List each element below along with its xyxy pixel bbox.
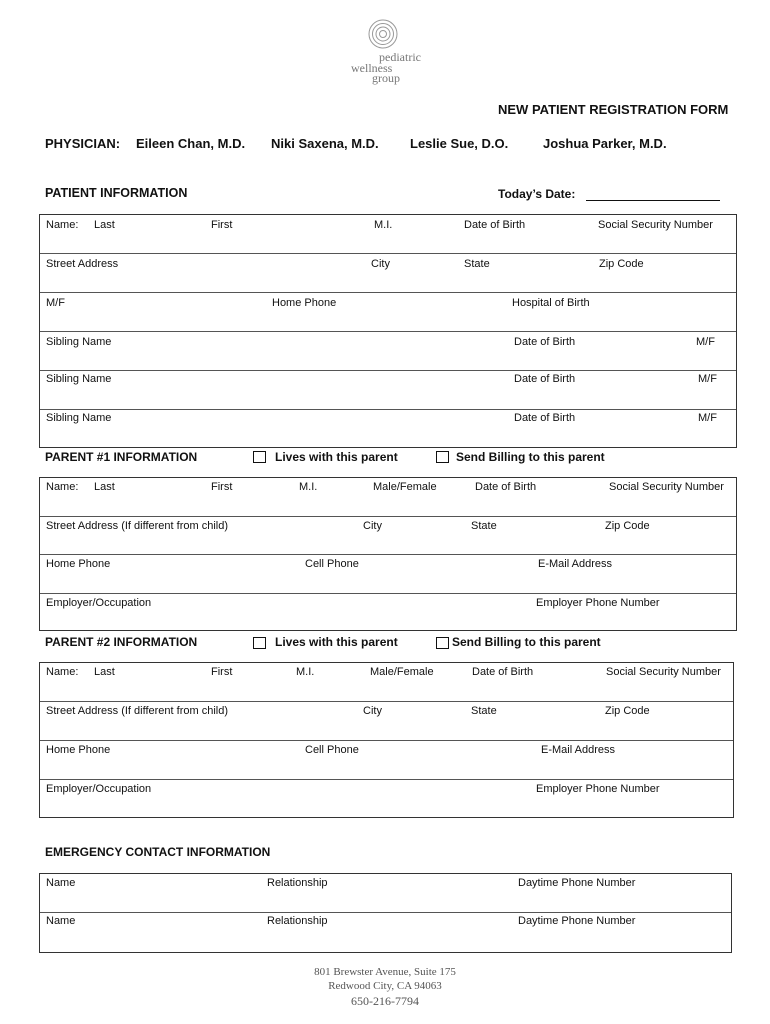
sex-label: Male/Female	[373, 481, 437, 493]
logo-line-1: pediatric	[379, 50, 421, 64]
parent1-employer-row[interactable]	[40, 594, 736, 630]
employer-label: Employer/Occupation	[46, 597, 152, 609]
practice-logo	[345, 16, 455, 92]
patient-details-row[interactable]	[40, 293, 736, 332]
city-label: City	[363, 705, 382, 717]
middle-initial-label: M.I.	[299, 481, 318, 493]
logo-line-3: group	[372, 71, 400, 85]
parent1-lives-with-checkbox[interactable]	[253, 451, 266, 463]
footer-phone: 650-216-7794	[351, 994, 419, 1008]
name-label: Name:	[46, 666, 79, 678]
parent1-name-row[interactable]	[40, 478, 736, 517]
last-name-label: Last	[94, 481, 115, 493]
street-address-label: Street Address	[46, 258, 119, 270]
street-address-label: Street Address (If different from child)	[46, 705, 228, 717]
employer-phone-label: Employer Phone Number	[536, 783, 660, 795]
sibling-dob-label: Date of Birth	[514, 336, 576, 348]
logo-line-2: wellness	[351, 60, 393, 75]
zip-code-label: Zip Code	[605, 520, 650, 532]
contact-name-label: Name	[46, 877, 76, 889]
ssn-label: Social Security Number	[598, 219, 713, 231]
sibling-dob-label: Date of Birth	[514, 373, 576, 385]
todays-date-field[interactable]	[586, 200, 720, 201]
first-name-label: First	[211, 666, 233, 678]
emergency-contact-row[interactable]	[40, 874, 731, 913]
footer-address-line-2: Redwood City, CA 94063	[328, 980, 442, 992]
parent2-send-billing-label: Send Billing to this parent	[452, 635, 601, 649]
contact-name-label: Name	[46, 915, 76, 927]
middle-initial-label: M.I.	[296, 666, 315, 678]
emergency-contact-heading: EMERGENCY CONTACT INFORMATION	[45, 845, 271, 859]
daytime-phone-label: Daytime Phone Number	[518, 915, 636, 927]
physician-option-parker[interactable]: Joshua Parker, M.D.	[543, 136, 667, 151]
sibling-sex-label: M/F	[698, 373, 717, 385]
emergency-contact-row[interactable]	[40, 913, 731, 952]
first-name-label: First	[211, 481, 233, 493]
name-label: Name:	[46, 219, 79, 231]
state-label: State	[464, 258, 490, 270]
parent1-address-row[interactable]	[40, 517, 736, 555]
logo-wordmark	[345, 52, 445, 84]
spiral-logo-icon	[367, 18, 399, 50]
footer-address-line-1: 801 Brewster Avenue, Suite 175	[314, 966, 456, 978]
parent2-employer-row[interactable]	[40, 780, 733, 817]
sibling-name-label: Sibling Name	[46, 412, 112, 424]
physician-option-sue[interactable]: Leslie Sue, D.O.	[410, 136, 509, 151]
city-label: City	[363, 520, 382, 532]
sibling-name-label: Sibling Name	[46, 373, 112, 385]
sibling-row[interactable]	[40, 410, 736, 447]
cell-phone-label: Cell Phone	[305, 558, 359, 570]
todays-date-label: Today’s Date:	[498, 187, 576, 201]
physician-option-chan[interactable]: Eileen Chan, M.D.	[136, 136, 246, 151]
home-phone-label: Home Phone	[46, 744, 111, 756]
last-name-label: Last	[94, 219, 115, 231]
sibling-row[interactable]	[40, 371, 736, 410]
emergency-contact-box	[39, 873, 732, 953]
parent1-send-billing-checkbox[interactable]	[436, 451, 449, 463]
employer-label: Employer/Occupation	[46, 783, 152, 795]
email-label: E-Mail Address	[541, 744, 615, 756]
sibling-name-label: Sibling Name	[46, 336, 112, 348]
patient-address-row[interactable]	[40, 254, 736, 293]
parent2-info-box	[39, 662, 734, 818]
sibling-dob-label: Date of Birth	[514, 412, 576, 424]
parent1-send-billing-label: Send Billing to this parent	[456, 450, 605, 464]
zip-code-label: Zip Code	[605, 705, 650, 717]
parent1-heading: PARENT #1 INFORMATION	[45, 450, 198, 464]
date-of-birth-label: Date of Birth	[472, 666, 534, 678]
email-label: E-Mail Address	[538, 558, 612, 570]
street-address-label: Street Address (If different from child)	[46, 520, 228, 532]
physician-option-saxena[interactable]: Niki Saxena, M.D.	[271, 136, 379, 151]
parent2-phone-row[interactable]	[40, 741, 733, 780]
first-name-label: First	[211, 219, 233, 231]
home-phone-label: Home Phone	[46, 558, 111, 570]
employer-phone-label: Employer Phone Number	[536, 597, 660, 609]
parent1-info-box	[39, 477, 737, 631]
sibling-sex-label: M/F	[696, 336, 715, 348]
patient-info-box	[39, 214, 737, 448]
parent1-lives-with-label: Lives with this parent	[275, 450, 398, 464]
sex-label: M/F	[46, 297, 65, 309]
parent2-heading: PARENT #2 INFORMATION	[45, 635, 198, 649]
sex-label: Male/Female	[370, 666, 434, 678]
form-title: NEW PATIENT REGISTRATION FORM	[498, 102, 729, 117]
physician-label: PHYSICIAN:	[45, 136, 121, 151]
middle-initial-label: M.I.	[374, 219, 393, 231]
patient-name-row[interactable]	[40, 215, 736, 254]
parent2-send-billing-checkbox[interactable]	[436, 637, 449, 649]
zip-code-label: Zip Code	[599, 258, 644, 270]
patient-info-heading: PATIENT INFORMATION	[45, 186, 188, 200]
parent2-lives-with-label: Lives with this parent	[275, 635, 398, 649]
relationship-label: Relationship	[267, 877, 328, 889]
hospital-of-birth-label: Hospital of Birth	[512, 297, 590, 309]
parent2-address-row[interactable]	[40, 702, 733, 741]
state-label: State	[471, 705, 497, 717]
date-of-birth-label: Date of Birth	[475, 481, 537, 493]
daytime-phone-label: Daytime Phone Number	[518, 877, 636, 889]
city-label: City	[371, 258, 390, 270]
ssn-label: Social Security Number	[606, 666, 721, 678]
sibling-sex-label: M/F	[698, 412, 717, 424]
date-of-birth-label: Date of Birth	[464, 219, 526, 231]
sibling-row[interactable]	[40, 332, 736, 371]
ssn-label: Social Security Number	[609, 481, 724, 493]
state-label: State	[471, 520, 497, 532]
cell-phone-label: Cell Phone	[305, 744, 359, 756]
parent2-name-row[interactable]	[40, 663, 733, 702]
relationship-label: Relationship	[267, 915, 328, 927]
name-label: Name:	[46, 481, 79, 493]
parent1-phone-row[interactable]	[40, 555, 736, 594]
last-name-label: Last	[94, 666, 115, 678]
home-phone-label: Home Phone	[272, 297, 337, 309]
parent2-lives-with-checkbox[interactable]	[253, 637, 266, 649]
